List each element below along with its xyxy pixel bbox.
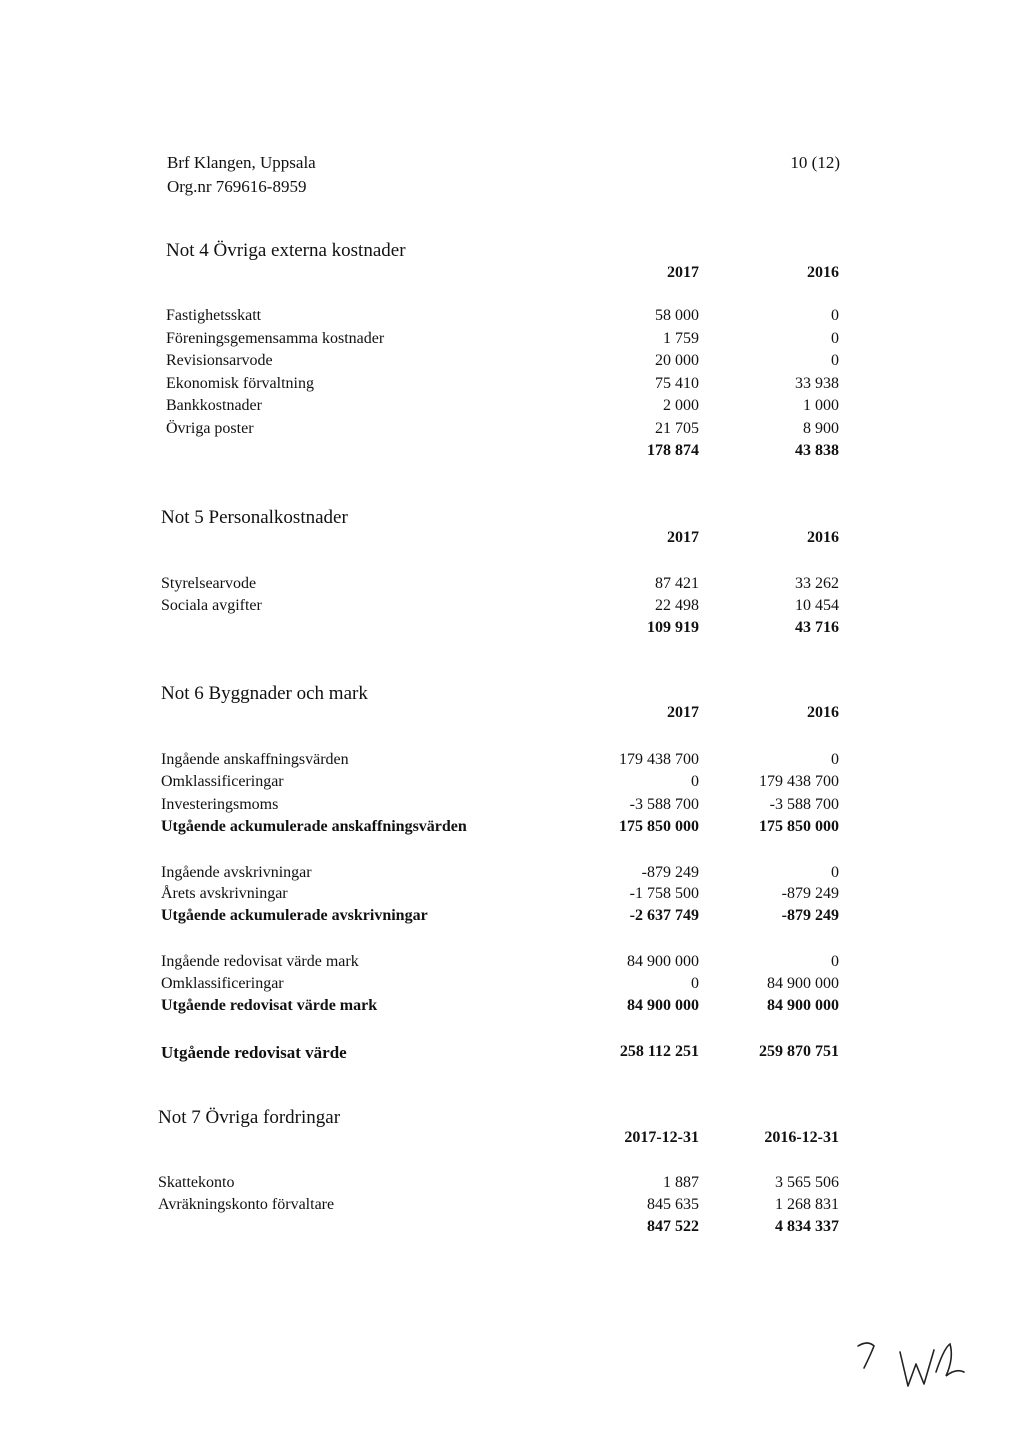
note4-row-value-2016: 33 938 <box>795 375 839 392</box>
note7-row-label: Avräkningskonto förvaltare <box>158 1196 335 1213</box>
note5-total-2016: 43 716 <box>795 619 839 636</box>
note6-row-label: Årets avskrivningar <box>161 885 288 902</box>
note6-row-value-2016: 0 <box>831 864 839 881</box>
note4-row-label: Övriga poster <box>166 420 254 437</box>
note6-subtotal-label: Utgående redovisat värde mark <box>161 997 378 1014</box>
note5-row-label: Styrelsearvode <box>161 575 257 592</box>
note4-row-value-2016: 0 <box>831 307 839 324</box>
note7-row-value-2016: 1 268 831 <box>775 1196 839 1213</box>
note5-year-2016: 2016 <box>807 529 839 546</box>
note4-row-value-2016: 1 000 <box>803 397 839 414</box>
note6-subtotal-value-2016: -879 249 <box>781 907 839 924</box>
note6-subtotal-value-2016: 84 900 000 <box>767 997 839 1014</box>
org-name: Brf Klangen, Uppsala <box>167 153 316 172</box>
note4-row-label: Bankkostnader <box>166 397 262 414</box>
note5-year-2017: 2017 <box>667 529 699 546</box>
note4-row-label: Föreningsgemensamma kostnader <box>166 330 385 347</box>
note4-row-value-2016: 0 <box>831 330 839 347</box>
note4-row-label: Revisionsarvode <box>166 352 273 369</box>
note6-subtotal-value-2016: 175 850 000 <box>759 818 839 835</box>
note4-row-value-2017: 58 000 <box>655 307 699 324</box>
note6-subtotal-label: Utgående ackumulerade avskrivningar <box>161 907 428 924</box>
note6-subtotal-value-2017: 175 850 000 <box>619 818 699 835</box>
note6-row-value-2016: 0 <box>831 953 839 970</box>
note4-year-2017: 2017 <box>667 264 699 281</box>
note6-final-value-2017: 258 112 251 <box>619 1043 699 1060</box>
note6-row-label: Omklassificeringar <box>161 975 284 992</box>
note4-total-2017: 178 874 <box>647 442 699 459</box>
org-number: Org.nr 769616-8959 <box>167 177 307 196</box>
note4-row-value-2017: 21 705 <box>655 420 699 437</box>
note6-subtotal-value-2017: 84 900 000 <box>627 997 699 1014</box>
note5-row-value-2016: 10 454 <box>795 597 839 614</box>
note6-row-value-2017: 0 <box>691 975 699 992</box>
note6-row-value-2016: -879 249 <box>781 885 839 902</box>
note4-row-value-2016: 0 <box>831 352 839 369</box>
note6-title: Not 6 Byggnader och mark <box>161 683 368 704</box>
note4-row-value-2016: 8 900 <box>803 420 839 437</box>
note5-row-value-2016: 33 262 <box>795 575 839 592</box>
note6-row-value-2017: -879 249 <box>641 864 699 881</box>
note4-row-value-2017: 75 410 <box>655 375 699 392</box>
note4-year-2016: 2016 <box>807 264 839 281</box>
note6-row-value-2017: -3 588 700 <box>629 796 699 813</box>
note6-row-value-2016: -3 588 700 <box>769 796 839 813</box>
note7-row-value-2016: 3 565 506 <box>775 1174 839 1191</box>
note4-title: Not 4 Övriga externa kostnader <box>166 240 406 261</box>
page-number: 10 (12) <box>790 153 840 172</box>
note6-row-label: Ingående anskaffningsvärden <box>161 751 349 768</box>
handwritten-signature <box>840 1328 980 1398</box>
note5-row-label: Sociala avgifter <box>161 597 262 614</box>
note6-row-value-2017: -1 758 500 <box>629 885 699 902</box>
note4-row-value-2017: 1 759 <box>663 330 699 347</box>
note6-subtotal-label: Utgående ackumulerade anskaffningsvärden <box>161 818 467 835</box>
note6-row-label: Investeringsmoms <box>161 796 279 813</box>
note5-title: Not 5 Personalkostnader <box>161 507 348 528</box>
note6-row-label: Ingående redovisat värde mark <box>161 953 359 970</box>
note4-row-label: Fastighetsskatt <box>166 307 262 324</box>
note7-title: Not 7 Övriga fordringar <box>158 1107 341 1128</box>
note6-row-value-2016: 179 438 700 <box>759 773 839 790</box>
note6-row-value-2016: 0 <box>831 751 839 768</box>
note5-total-2017: 109 919 <box>647 619 699 636</box>
note7-total-2016: 4 834 337 <box>775 1218 839 1235</box>
note7-date-2017: 2017-12-31 <box>624 1129 699 1146</box>
note6-row-value-2017: 179 438 700 <box>619 751 699 768</box>
note7-total-2017: 847 522 <box>647 1218 699 1235</box>
note4-row-label: Ekonomisk förvaltning <box>166 375 314 392</box>
note7-row-value-2017: 845 635 <box>647 1196 699 1213</box>
note4-row-value-2017: 2 000 <box>663 397 699 414</box>
note6-subtotal-value-2017: -2 637 749 <box>629 907 699 924</box>
note6-row-value-2017: 84 900 000 <box>627 953 699 970</box>
note5-row-value-2017: 22 498 <box>655 597 699 614</box>
note4-row-value-2017: 20 000 <box>655 352 699 369</box>
note6-year-2017: 2017 <box>667 704 699 721</box>
note6-row-label: Ingående avskrivningar <box>161 864 312 881</box>
note6-row-value-2017: 0 <box>691 773 699 790</box>
note5-row-value-2017: 87 421 <box>655 575 699 592</box>
note6-final-value-2016: 259 870 751 <box>759 1043 839 1060</box>
note7-date-2016: 2016-12-31 <box>764 1129 839 1146</box>
note4-total-2016: 43 838 <box>795 442 839 459</box>
note7-row-value-2017: 1 887 <box>663 1174 699 1191</box>
note6-year-2016: 2016 <box>807 704 839 721</box>
note6-final-label: Utgående redovisat värde <box>161 1043 347 1062</box>
note6-row-label: Omklassificeringar <box>161 773 284 790</box>
note6-row-value-2016: 84 900 000 <box>767 975 839 992</box>
note7-row-label: Skattekonto <box>158 1174 235 1191</box>
